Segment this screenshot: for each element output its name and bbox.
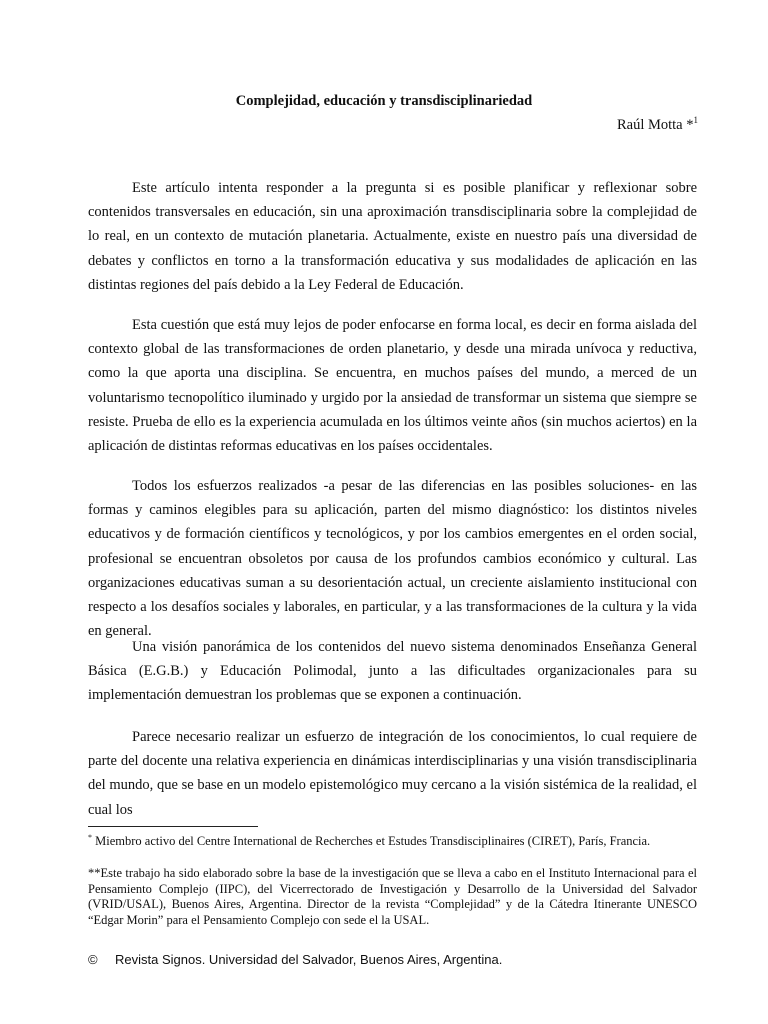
paragraph: Una visión panorámica de los contenidos del nuevo sistema denominados Enseñanza General Básica (E.G.B.) y Educación Polimodal, junto a las dificultades organizacionales para su implementación demuestran los problemas que se exponen a continuación. — [88, 639, 697, 704]
footnote-2-line: Pensamiento Complejo (IIPC), del Vicerrectorado de Investigación y Desarrollo de la Universidad del Salvador — [88, 881, 697, 896]
author-line — [617, 117, 698, 134]
footnote-2-line: “Edgar Morin” para el Pensamiento Complejo con sede el la USAL. — [88, 912, 430, 927]
paragraph: Todos los esfuerzos realizados -a pesar de las diferencias en las posibles soluciones- en las formas y caminos elegibles para su aplicación, parten del mismo diagnóstico: los distintos niveles educativos y de formación científicos y tecnológicos, y por los cambios emergentes en el orden social, profesional se encuentran obsoletos por causa de los profundos cambios económico y cultural. Las organizaciones educativas suman a su desorientación actual, un creciente aislamiento institucional con respecto a los desafíos sociales y laborales, en particular, y a las transformaciones de la cultura y la vida en general. — [88, 478, 697, 640]
paragraph-2-block — [88, 313, 697, 458]
footnote-1-text: Miembro activo del Centre International de Recherches et Estudes Transdisciplinaires (CIRET), París, Francia. — [92, 834, 651, 848]
copyright-text: Revista Signos. Universidad del Salvador, Buenos Aires, Argentina. — [115, 952, 503, 967]
footnote-2-line: **Este trabajo ha sido elaborado sobre la base de la investigación que se lleva a cabo en el Instituto Internacional para el — [88, 866, 697, 880]
author-footnote-marker: 1 — [693, 115, 698, 126]
paragraph-3-block — [88, 474, 697, 643]
footnote-divider — [88, 826, 258, 827]
paragraph-1-block — [88, 176, 697, 297]
copyright-line — [88, 952, 502, 967]
author-name: Raúl Motta * — [616, 117, 694, 133]
footnote-1 — [88, 832, 700, 850]
copyright-symbol: © — [88, 952, 98, 967]
paragraph-5-block — [88, 725, 697, 822]
paragraph: Esta cuestión que está muy lejos de poder enfocarse en forma local, es decir en forma aislada del contexto global de las transformaciones de orden planetario, y desde una mirada unívoca y reductiva, como la que aporta una disciplina. Se encuentra, en muchos países del mundo, a merced de un voluntarismo tecnopolítico iluminado y urgido por la ansiedad de transformar un sistema que siempre se resiste. Prueba de ello es la experiencia acumulada en los últimos veinte años (sin muchos aciertos) en la aplicación de distintas reformas educativas en los países occidentales. — [88, 317, 697, 455]
footnote-2 — [88, 866, 697, 928]
document-title: Complejidad, educación y transdisciplinariedad — [235, 93, 533, 109]
footnote-1-marker: * — [88, 832, 92, 842]
paragraph: Este artículo intenta responder a la pregunta si es posible planificar y reflexionar sobre contenidos transversales en educación, sin una aproximación transdisciplinaria sobre la complejidad de lo real, en un contexto de mutación planetaria. Actualmente, existe en nuestro país una diversidad de debates y conflictos en torno a la transformación educativa y sus modalidades de aplicación en las distintas regiones del país debido a la Ley Federal de Educación. — [88, 180, 697, 293]
paragraph-4-block — [88, 635, 697, 708]
paragraph: Parece necesario realizar un esfuerzo de integración de los conocimientos, lo cual requiere de parte del docente una relativa experiencia en dinámicas interdisciplinarias y una visión transdisciplinaria del mundo, que se base en un modelo epistemológico muy cercano a la visión sistémica de la realidad, el cual los — [88, 729, 697, 818]
footnote-2-line: (VRID/USAL), Buenos Aires, Argentina. Director de la revista “Complejidad” y de la Cátedra Itinerante UNESCO — [88, 897, 697, 912]
